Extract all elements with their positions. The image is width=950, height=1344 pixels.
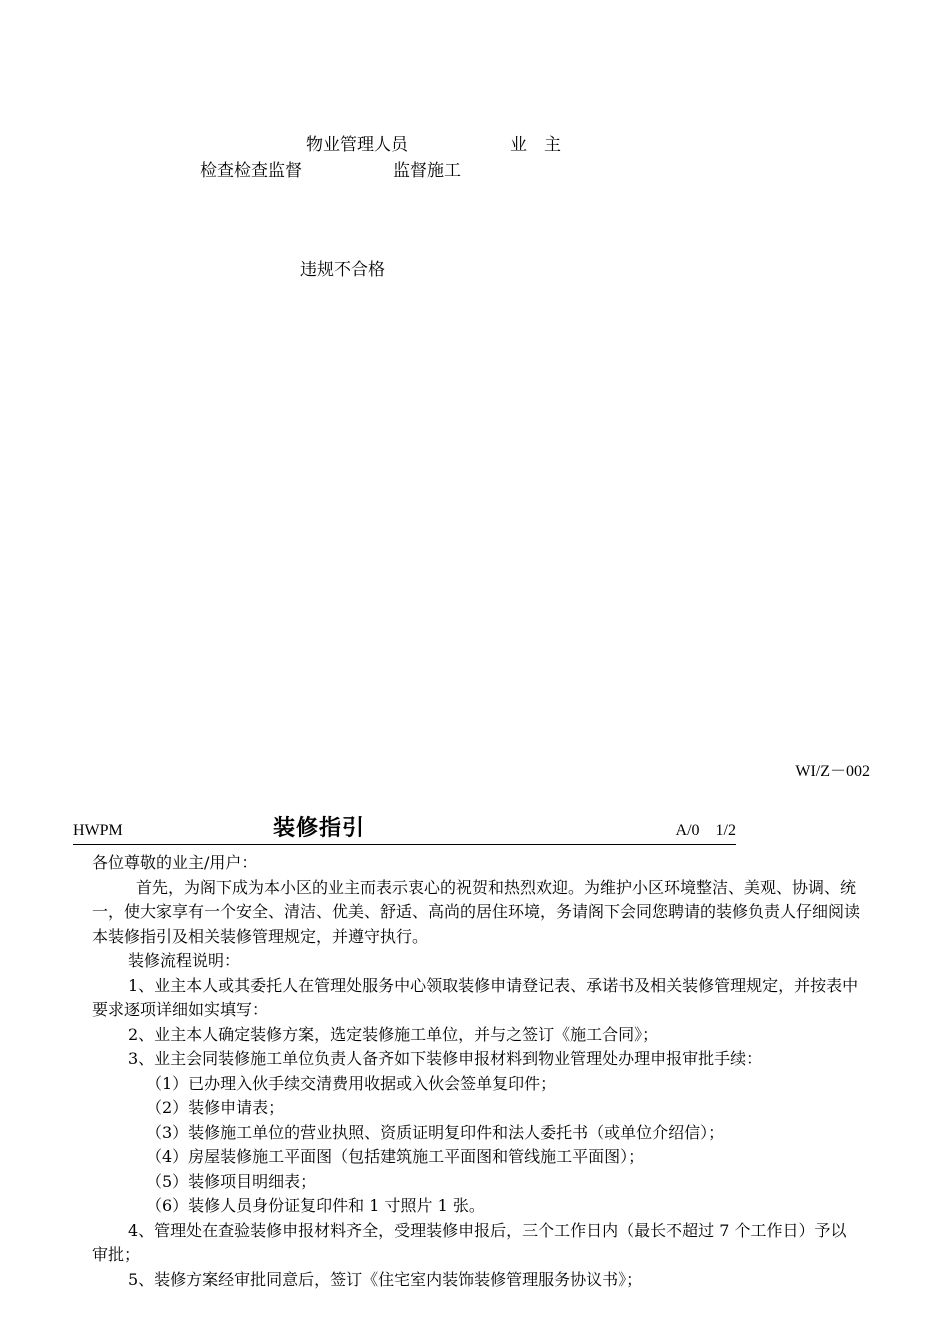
step-1: 1、业主本人或其委托人在管理处服务中心领取装修申请登记表、承诺书及相关装修管理规定，并按表中要求逐项详细如实填写：: [92, 975, 859, 1019]
step-4: 4、管理处在查验装修申报材料齐全，受理装修申报后，三个工作日内（最长不超过 7 个工作日）予以审批；: [92, 1220, 847, 1264]
sub-item-4: （4）房屋装修施工平面图（包括建筑施工平面图和管线施工平面图）；: [146, 1147, 645, 1166]
document-code: WI/Z－002: [795, 763, 870, 780]
document-body: [92, 851, 862, 1292]
header-version-page: A/0 1/2: [675, 822, 736, 839]
sub-item-6: （6）装修人员身份证复印件和 1 寸照片 1 张。: [146, 1196, 485, 1215]
step-5: 5、装修方案经审批同意后，签订《住宅室内装饰装修管理服务协议书》；: [128, 1269, 643, 1289]
flow-label-supervise: 监督施工: [393, 161, 461, 181]
flow-label-owner: 业 主: [510, 135, 561, 155]
page-header: [73, 818, 736, 845]
flow-label-inspect: 检查检查监督: [200, 161, 302, 181]
page-title: 装修指引: [273, 816, 366, 841]
header-company-code: HWPM: [73, 822, 123, 839]
sub-item-3: （3）装修施工单位的营业执照、资质证明复印件和法人委托书（或单位介绍信）；: [146, 1122, 725, 1142]
flow-label-violation: 违规不合格: [300, 260, 385, 280]
greeting: 各位尊敬的业主/用户：: [92, 853, 258, 872]
process-title: 装修流程说明：: [128, 951, 241, 970]
step-3: 3、业主会同装修施工单位负责人备齐如下装修申报材料到物业管理处办理申报审批手续：: [128, 1049, 763, 1068]
step-2: 2、业主本人确定装修方案，选定装修施工单位，并与之签订《施工合同》；: [128, 1024, 659, 1044]
sub-item-5: （5）装修项目明细表；: [146, 1171, 317, 1191]
sub-item-1: （1）已办理入伙手续交清费用收据或入伙会签单复印件；: [146, 1073, 557, 1093]
intro-paragraph: 首先，为阁下成为本小区的业主而表示衷心的祝贺和热烈欢迎。为维护小区环境整洁、美观、协调、统一，使大家享有一个安全、清洁、优美、舒适、高尚的居住环境，务请阁下会同您聘请的装修负责人仔细阅读本装修指引及相关装修管理规定，并遵守执行。: [92, 877, 861, 946]
flow-label-property-staff: 物业管理人员: [306, 135, 408, 155]
sub-item-2: （2）装修申请表；: [146, 1098, 285, 1117]
